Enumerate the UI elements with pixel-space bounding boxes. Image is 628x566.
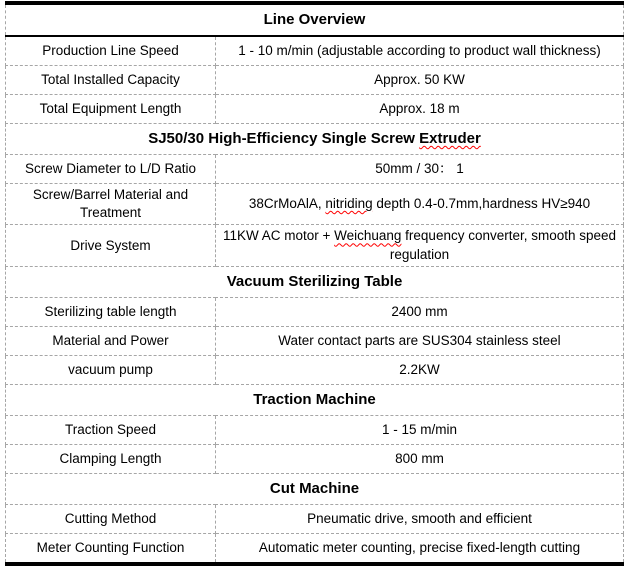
misspelled-word: Weichuang [334,228,402,244]
spec-label: Screw Diameter to L/D Ratio [6,155,216,184]
table-row [6,36,624,66]
section-title-extruder [6,124,624,155]
table-row [6,225,624,266]
spec-value-text: 11KW AC motor + [222,228,335,244]
spec-label: Traction Speed [6,415,216,444]
section-title-cut: Cut Machine [6,473,624,504]
spec-label: Total Installed Capacity [6,66,216,95]
table-row [6,504,624,533]
table-row [6,184,624,225]
spec-value: 1 - 15 m/min [216,415,624,444]
spec-label: Meter Counting Function [6,533,216,564]
spec-label: Production Line Speed [6,36,216,66]
table-row [6,326,624,355]
spec-value: Approx. 50 KW [216,66,624,95]
spec-value-text: depth 0.4-0.7mm,hardness HV≥940 [372,196,591,212]
section-row-traction [6,384,624,415]
spec-value: Automatic meter counting, precise fixed-length cutting [216,533,624,564]
spec-value: 1 - 10 m/min (adjustable according to product wall thickness) [216,36,624,66]
misspelled-word: nitriding [325,196,373,212]
spec-value: Water contact parts are SUS304 stainless steel [216,326,624,355]
spec-label: Drive System [6,225,216,266]
table-row [6,444,624,473]
spec-value: 50mm / 30： 1 [216,155,624,184]
section-title-text: SJ50/30 High-Efficiency Single Screw [148,129,420,147]
section-title-vacuum: Vacuum Sterilizing Table [6,266,624,297]
section-row-cut [6,473,624,504]
spec-value: 800 mm [216,444,624,473]
table-row [6,415,624,444]
table-row [6,533,624,564]
section-title-line-overview: Line Overview [6,3,624,36]
spec-value: 2.2KW [216,355,624,384]
section-title-traction: Traction Machine [6,384,624,415]
spec-label: vacuum pump [6,355,216,384]
spec-label: Total Equipment Length [6,95,216,124]
table-row [6,95,624,124]
spec-label: Screw/Barrel Material and Treatment [6,184,216,225]
section-row-vacuum [6,266,624,297]
spec-value: Approx. 18 m [216,95,624,124]
spec-label: Cutting Method [6,504,216,533]
spec-label: Sterilizing table length [6,297,216,326]
misspelled-word: Extruder [419,129,481,147]
spec-value: 2400 mm [216,297,624,326]
section-row-line-overview [6,3,624,36]
section-row-extruder [6,124,624,155]
equipment-spec-table [5,1,624,566]
spec-value [216,184,624,225]
spec-value-text: 38CrMoAlA, [248,196,326,212]
table-row [6,66,624,95]
spec-value [216,225,624,266]
table-row [6,155,624,184]
spec-value: Pneumatic drive, smooth and efficient [216,504,624,533]
spec-label: Clamping Length [6,444,216,473]
table-row [6,297,624,326]
spec-label: Material and Power [6,326,216,355]
table-row [6,355,624,384]
spec-value-text: frequency converter, smooth speed regulation [389,228,617,262]
